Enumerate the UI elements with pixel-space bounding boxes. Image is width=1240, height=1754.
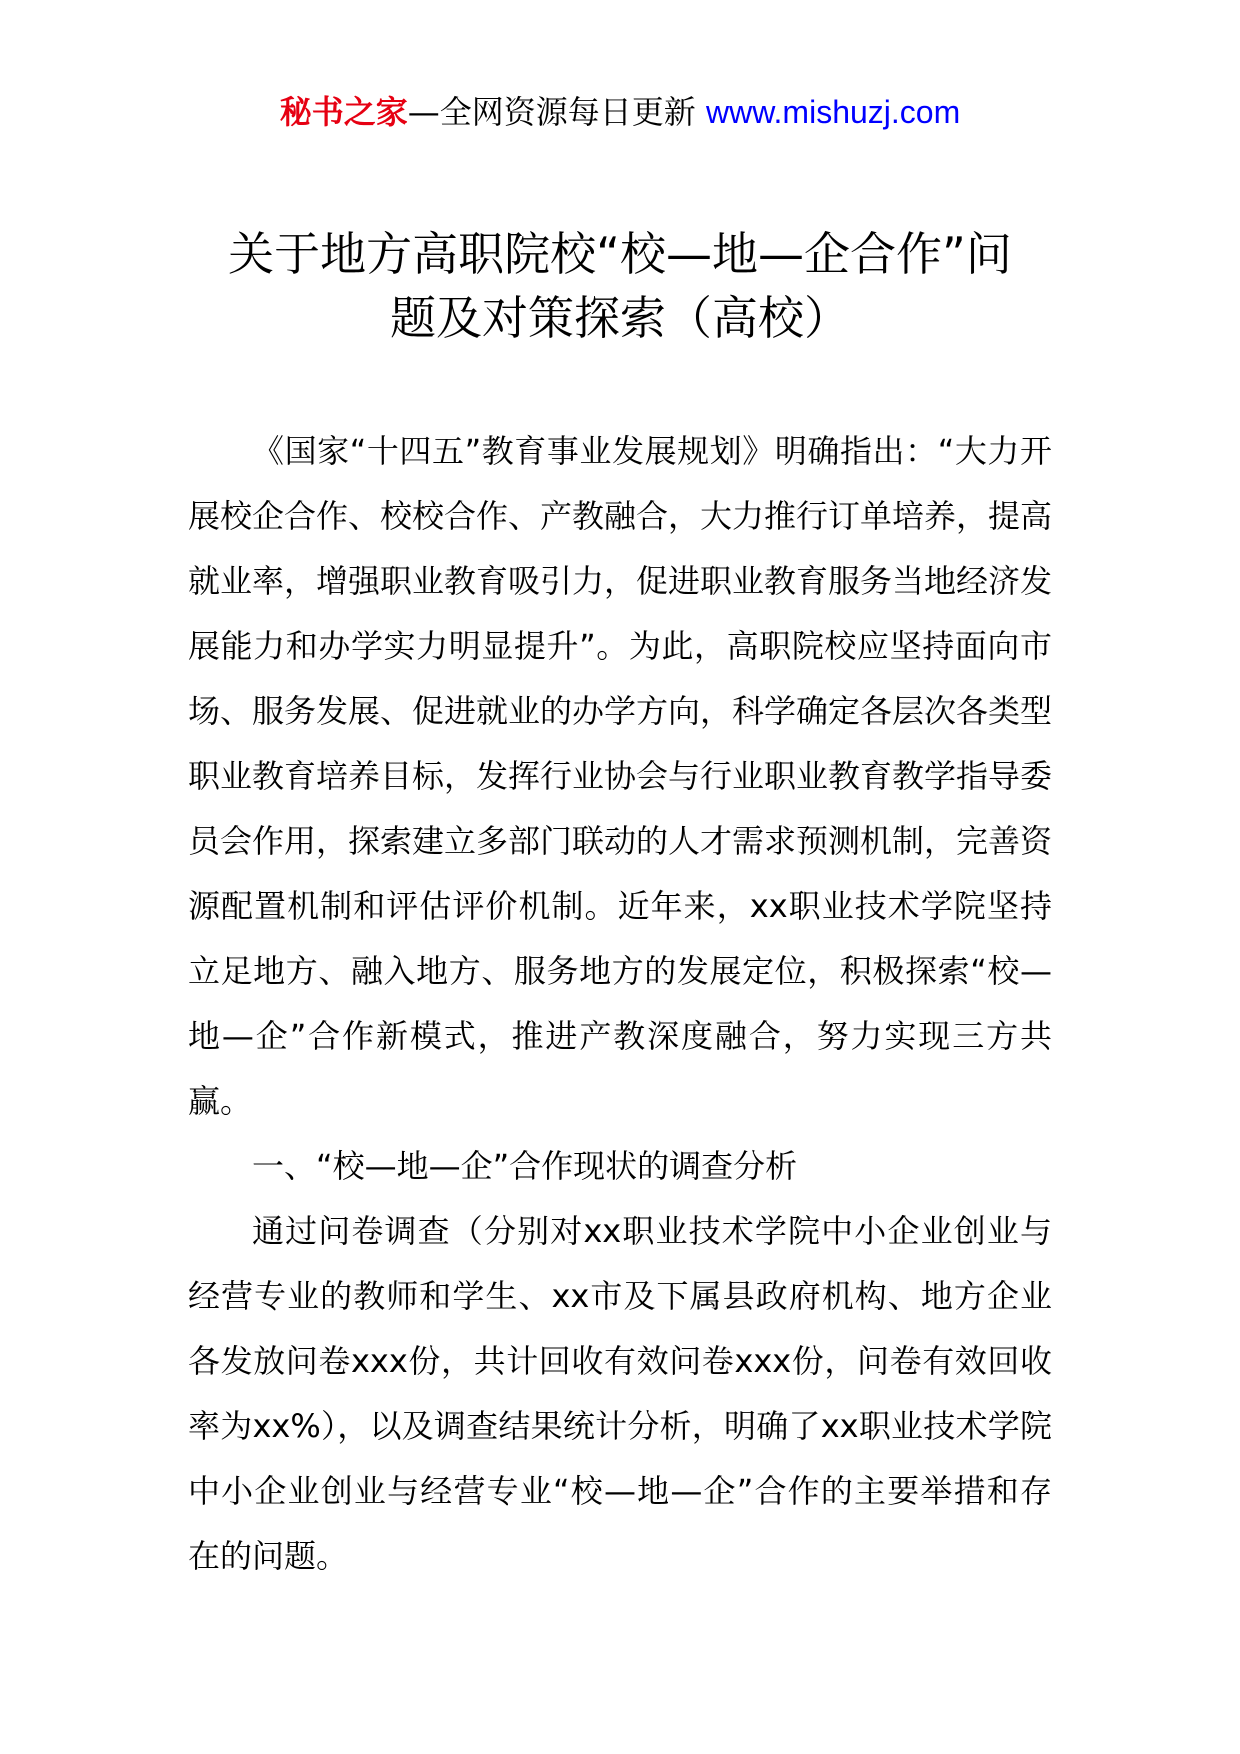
document-title-line-1: 关于地方高职院校“校—地—企合作”问 — [228, 227, 1012, 281]
paragraph-intro: 《国家“十四五”教育事业发展规划》明确指出：“大力开展校企合作、校校合作、产教融合，大力推行订单培养，提高就业率，增强职业教育吸引力，促进职业教育服务当地经济发展能力和办学实力明显提升”。为此，高职院校应坚持面向市场、服务发展、促进就业的办学方向，科学确定各层次各类型职业教育培养目标，发挥行业协会与行业职业教育教学指导委员会作用，探索建立多部门联动的人才需求预测机制，完善资源配置机制和评估评价机制。近年来，xx职业技术学院坚持立足地方、融入地方、服务地方的发展定位，积极探索“校—地—企”合作新模式，推进产教深度融合，努力实现三方共赢。 — [188, 432, 1053, 1120]
site-slogan: —全网资源每日更新 — [407, 93, 706, 131]
document-title-line-2: 题及对策探索（高校） — [390, 291, 850, 345]
section-heading-1: 一、“校—地—企”合作现状的调查分析 — [252, 1147, 798, 1185]
site-url-link[interactable]: www.mishuzj.com — [705, 94, 961, 130]
site-brand: 秘书之家 — [279, 93, 408, 131]
document-title — [140, 222, 1100, 350]
site-header — [0, 92, 1240, 132]
paragraph-survey: 通过问卷调查（分别对xx职业技术学院中小企业创业与经营专业的教师和学生、xx市及下属县政府机构、地方企业各发放问卷xxx份，共计回收有效问卷xxx份，问卷有效回收率为xx%），以及调查结果统计分析，明确了xx职业技术学院中小企业创业与经营专业“校—地—企”合作的主要举措和存在的问题。 — [188, 1212, 1052, 1575]
document-body — [188, 419, 1052, 1589]
